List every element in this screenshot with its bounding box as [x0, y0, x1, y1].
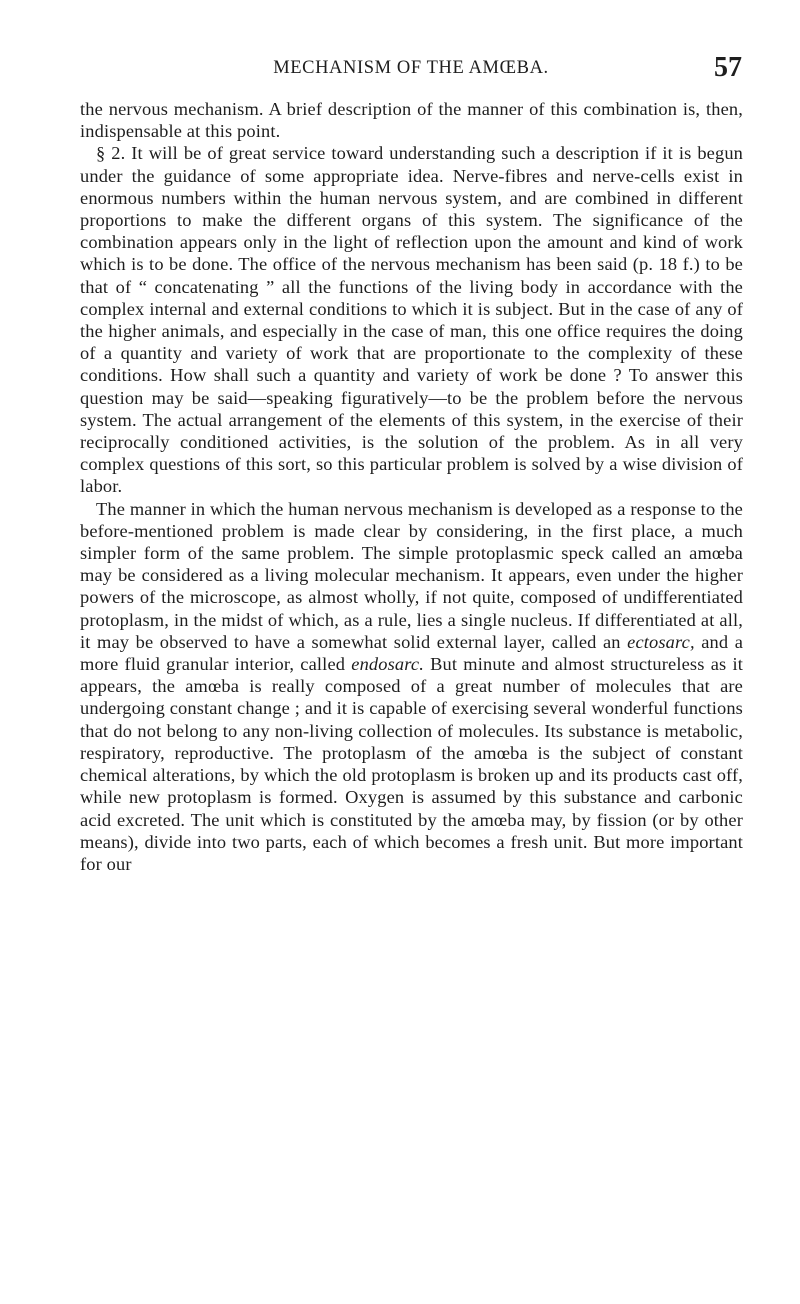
- body-text: [80, 98, 743, 875]
- paragraph-continuation: [80, 98, 743, 142]
- term-ectosarc: ectosarc,: [627, 631, 695, 652]
- paragraph-text: the nervous mechanism. A brief description of the manner of this combination is, then, indispensable at this point.: [80, 99, 743, 142]
- paragraph-text-part-1: The manner in which the human nervous mechanism is developed as a response to the before-mentioned problem is made clear by considering, in the first place, a much simpler form of the same problem. The simple protoplasmic speck called an amœba may be considered as a living molecular mechanism. It appears, even under the higher powers of the microscope, as almost wholly, if not quite, composed of undifferentiated protoplasm, in the midst of which, as a rule, lies a single nucleus. If differentiated at all, it may be observed to have a somewhat solid external layer, called an: [80, 498, 743, 652]
- page-header: [80, 52, 742, 88]
- paragraph-section-2: [80, 142, 743, 497]
- running-title: MECHANISM OF THE AMŒBA.: [273, 58, 549, 78]
- page-number: 57: [714, 52, 742, 83]
- paragraph-text-part-2: and a more fluid granular interior, called: [80, 631, 744, 675]
- section-mark: § 2.: [96, 143, 126, 164]
- paragraph-text-part-3: But minute and almost structureless as it appears, the amœba is really composed of a great number of molecules that are undergoing constant change ; and it is capable of exercising several wonderful functions that do not belong to any non-living collection of molecules. Its substance is metabolic, respiratory, reproductive. The protoplasm of the amœba is the subject of constant chemical alterations, by which the old protoplasm is broken up and its products cast off, while new protoplasm is formed. Oxygen is assumed by this substance and carbonic acid excreted. The unit which is constituted by the amœba may, by fission (or by other means), divide into two parts, each of which becomes a fresh unit. But more important for our: [80, 654, 743, 874]
- term-endosarc: endosarc.: [351, 654, 424, 675]
- paragraph-amoeba: [80, 498, 743, 875]
- paragraph-text: It will be of great service toward understanding such a description if it is begun under the guidance of some appropriate idea. Nerve-fibres and nerve-cells exist in enormous numbers within the human nervous system, and are combined in different proportions to make the different organs of this system. The significance of the combination appears only in the light of reflection upon the amount and kind of work which is to be done. The office of the nervous mechanism has been said (p. 18 f.) to be that of “ concatenating ” all the functions of the living body in accordance with the complex internal and external conditions to which it is subject. But in the case of any of the higher animals, and especially in the case of man, this one office requires the doing of a quantity and variety of work that are proportionate to the complexity of these conditions. How shall such a quantity and variety of work be done ? To answer this question may be said—speaking figuratively—to be the problem before the nervous system. The actual arrangement of the elements of this system, in the exercise of their reciprocally conditioned activities, is the solution of the problem. As in all very complex questions of this sort, so this particular problem is solved by a wise division of labor.: [80, 143, 744, 497]
